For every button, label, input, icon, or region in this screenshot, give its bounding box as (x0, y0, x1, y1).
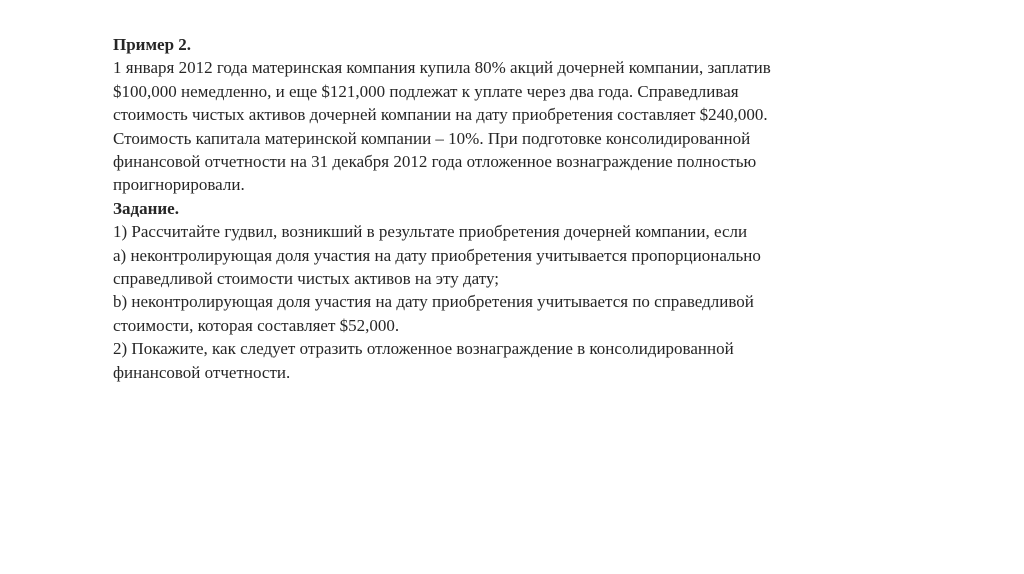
text-block (113, 33, 913, 384)
example-line: $100,000 немедленно, и еще $121,000 подлежат к уплате через два года. Справедливая (113, 81, 739, 101)
task-line: 1) Рассчитайте гудвил, возникший в результате приобретения дочерней компании, если (113, 222, 748, 242)
example-line: Стоимость капитала материнской компании – 10%. При подготовке консолидированной (113, 128, 751, 148)
example-line: 1 января 2012 года материнская компания купила 80% акций дочерней компании, заплатив (113, 58, 771, 78)
example-line: проигнорировали. (113, 175, 245, 195)
example-line: финансовой отчетности на 31 декабря 2012 года отложенное вознаграждение полностью (113, 152, 757, 172)
task-line: справедливой стоимости чистых активов на эту дату; (113, 269, 499, 289)
example-heading: Пример 2. (113, 35, 192, 54)
task-line: a) неконтролирующая доля участия на дату приобретения учитывается пропорционально (113, 245, 761, 265)
task-line: стоимости, которая составляет $52,000. (113, 315, 400, 335)
task-line: 2) Покажите, как следует отразить отложенное вознаграждение в консолидированной (113, 339, 734, 359)
example-line: стоимость чистых активов дочерней компании на дату приобретения составляет $240,000. (113, 105, 768, 125)
task-heading: Задание. (113, 198, 179, 218)
task-line: финансовой отчетности. (113, 362, 291, 382)
task-line: b) неконтролирующая доля участия на дату приобретения учитывается по справедливой (113, 292, 754, 312)
